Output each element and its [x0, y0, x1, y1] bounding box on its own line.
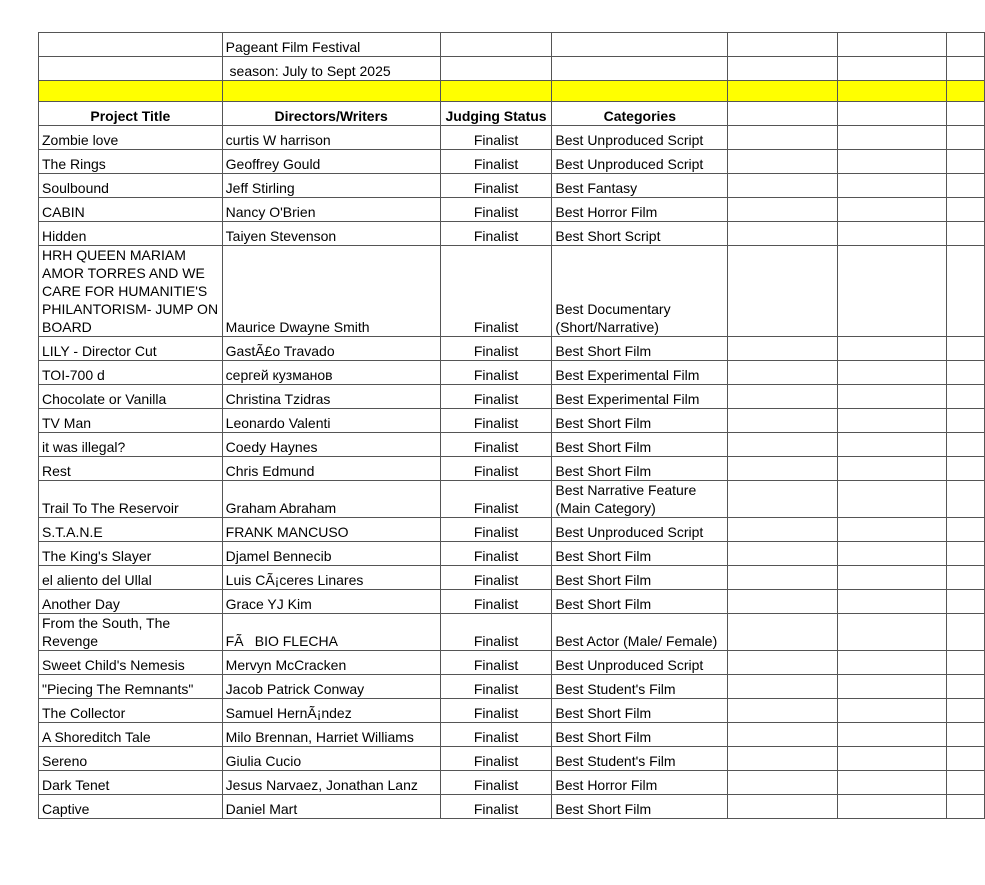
status-cell[interactable]: Finalist	[440, 614, 552, 651]
directors-cell[interactable]: Graham Abraham	[222, 481, 440, 518]
cell[interactable]	[39, 57, 223, 81]
cell[interactable]	[946, 675, 984, 699]
cell[interactable]	[946, 337, 984, 361]
table-row	[39, 747, 985, 771]
project-title-cell[interactable]: Chocolate or Vanilla	[39, 385, 223, 409]
status-cell[interactable]: Finalist	[440, 795, 552, 819]
cell[interactable]	[946, 361, 984, 385]
category-cell[interactable]: Best Short Film	[552, 723, 728, 747]
table-row	[39, 361, 985, 385]
cell[interactable]	[728, 699, 837, 723]
project-title-cell[interactable]: "Piecing The Remnants"	[39, 675, 223, 699]
cell[interactable]	[728, 57, 837, 81]
cell[interactable]	[837, 337, 946, 361]
cell[interactable]	[728, 675, 837, 699]
cell[interactable]	[946, 126, 984, 150]
status-cell[interactable]: Finalist	[440, 651, 552, 675]
directors-cell[interactable]: Giulia Cucio	[222, 747, 440, 771]
table-row	[39, 795, 985, 819]
category-cell[interactable]: Best Short Film	[552, 699, 728, 723]
cell[interactable]	[946, 566, 984, 590]
cell[interactable]	[728, 102, 837, 126]
cell[interactable]	[837, 433, 946, 457]
table-row	[39, 433, 985, 457]
status-cell[interactable]: Finalist	[440, 385, 552, 409]
project-title-cell[interactable]: Trail To The Reservoir	[39, 481, 223, 518]
directors-cell[interactable]: Coedy Haynes	[222, 433, 440, 457]
cell[interactable]	[728, 614, 837, 651]
table-row	[39, 481, 985, 518]
table-row	[39, 457, 985, 481]
cell[interactable]	[837, 81, 946, 102]
cell[interactable]	[440, 81, 552, 102]
directors-cell[interactable]: Grace YJ Kim	[222, 590, 440, 614]
cell[interactable]	[728, 747, 837, 771]
cell[interactable]	[946, 433, 984, 457]
status-cell[interactable]: Finalist	[440, 222, 552, 246]
cell[interactable]	[946, 771, 984, 795]
cell[interactable]	[440, 33, 552, 57]
directors-cell[interactable]: FÃBIO FLECHA	[222, 614, 440, 651]
cell[interactable]	[946, 542, 984, 566]
cell[interactable]	[946, 614, 984, 651]
cell[interactable]	[946, 723, 984, 747]
status-cell[interactable]: Finalist	[440, 481, 552, 518]
cell[interactable]	[837, 150, 946, 174]
directors-cell[interactable]: Taiyen Stevenson	[222, 222, 440, 246]
cell[interactable]	[837, 222, 946, 246]
table-row	[39, 566, 985, 590]
category-cell[interactable]: Best Short Film	[552, 590, 728, 614]
table-row	[39, 150, 985, 174]
project-title-cell[interactable]: Hidden	[39, 222, 223, 246]
cell[interactable]	[728, 222, 837, 246]
cell[interactable]	[728, 590, 837, 614]
project-title-cell[interactable]: The Rings	[39, 150, 223, 174]
status-cell[interactable]: Finalist	[440, 675, 552, 699]
highlight-row	[39, 81, 985, 102]
status-cell[interactable]: Finalist	[440, 590, 552, 614]
status-cell[interactable]: Finalist	[440, 337, 552, 361]
status-cell[interactable]: Finalist	[440, 361, 552, 385]
cell[interactable]	[946, 409, 984, 433]
table-row	[39, 542, 985, 566]
directors-cell[interactable]: Christina Tzidras	[222, 385, 440, 409]
cell[interactable]	[946, 150, 984, 174]
cell[interactable]	[552, 33, 728, 57]
status-cell[interactable]: Finalist	[440, 246, 552, 337]
cell[interactable]	[837, 361, 946, 385]
cell[interactable]	[946, 518, 984, 542]
project-title-cell[interactable]: it was illegal?	[39, 433, 223, 457]
title-row	[39, 33, 985, 57]
project-title-cell[interactable]: LILY - Director Cut	[39, 337, 223, 361]
project-title-cell[interactable]: The King's Slayer	[39, 542, 223, 566]
cell[interactable]	[837, 795, 946, 819]
directors-cell[interactable]: Jeff Stirling	[222, 174, 440, 198]
status-cell[interactable]: Finalist	[440, 126, 552, 150]
status-cell[interactable]: Finalist	[440, 542, 552, 566]
header-project-title[interactable]: Project Title	[39, 102, 223, 126]
status-cell[interactable]: Finalist	[440, 518, 552, 542]
cell[interactable]	[39, 81, 223, 102]
cell[interactable]	[552, 81, 728, 102]
project-title-cell[interactable]: Soulbound	[39, 174, 223, 198]
table-row	[39, 385, 985, 409]
cell[interactable]	[728, 457, 837, 481]
category-cell[interactable]: Best Horror Film	[552, 771, 728, 795]
festival-season[interactable]: season: July to Sept 2025	[222, 57, 440, 81]
project-title-cell[interactable]: Another Day	[39, 590, 223, 614]
project-title-cell[interactable]: Sereno	[39, 747, 223, 771]
cell[interactable]	[837, 699, 946, 723]
status-cell[interactable]: Finalist	[440, 723, 552, 747]
directors-cell[interactable]: GastÃ£o Travado	[222, 337, 440, 361]
cell[interactable]	[728, 481, 837, 518]
cell[interactable]	[837, 198, 946, 222]
header-categories[interactable]: Categories	[552, 102, 728, 126]
cell[interactable]	[728, 81, 837, 102]
table-row	[39, 222, 985, 246]
cell[interactable]	[728, 542, 837, 566]
header-directors-writers[interactable]: Directors/Writers	[222, 102, 440, 126]
cell[interactable]	[728, 337, 837, 361]
category-cell[interactable]: Best Student's Film	[552, 747, 728, 771]
header-row	[39, 102, 985, 126]
category-cell[interactable]: Best Unproduced Script	[552, 150, 728, 174]
cell[interactable]	[728, 795, 837, 819]
cell[interactable]	[837, 723, 946, 747]
table-row	[39, 126, 985, 150]
status-cell[interactable]: Finalist	[440, 566, 552, 590]
directors-cell[interactable]: Mervyn McCracken	[222, 651, 440, 675]
directors-cell[interactable]: Nancy O'Brien	[222, 198, 440, 222]
cell[interactable]	[728, 174, 837, 198]
directors-cell[interactable]: сергей кузманов	[222, 361, 440, 385]
category-cell[interactable]: Best Short Film	[552, 566, 728, 590]
cell[interactable]	[728, 771, 837, 795]
category-cell[interactable]: Best Short Script	[552, 222, 728, 246]
cell[interactable]	[837, 747, 946, 771]
directors-cell[interactable]: FRANK MANCUSO	[222, 518, 440, 542]
table-row	[39, 198, 985, 222]
table-row	[39, 409, 985, 433]
cell[interactable]	[946, 385, 984, 409]
cell[interactable]	[946, 590, 984, 614]
table-row	[39, 590, 985, 614]
cell[interactable]	[728, 723, 837, 747]
category-cell[interactable]: Best Short Film	[552, 457, 728, 481]
cell[interactable]	[946, 198, 984, 222]
cell[interactable]	[837, 102, 946, 126]
category-cell[interactable]: Best Short Film	[552, 542, 728, 566]
category-cell[interactable]: Best Unproduced Script	[552, 651, 728, 675]
cell[interactable]	[837, 126, 946, 150]
category-cell[interactable]: Best Unproduced Script	[552, 518, 728, 542]
cell[interactable]	[222, 81, 440, 102]
category-cell[interactable]: Best Narrative Feature (Main Category)	[552, 481, 728, 518]
cell[interactable]	[440, 57, 552, 81]
table-row	[39, 518, 985, 542]
cell[interactable]	[552, 57, 728, 81]
project-title-cell[interactable]: A Shoreditch Tale	[39, 723, 223, 747]
status-cell[interactable]: Finalist	[440, 174, 552, 198]
cell[interactable]	[837, 614, 946, 651]
project-title-cell[interactable]: Rest	[39, 457, 223, 481]
status-cell[interactable]: Finalist	[440, 771, 552, 795]
cell[interactable]	[837, 246, 946, 337]
cell[interactable]	[946, 222, 984, 246]
cell[interactable]	[728, 385, 837, 409]
cell[interactable]	[39, 33, 223, 57]
status-cell[interactable]: Finalist	[440, 699, 552, 723]
cell[interactable]	[728, 361, 837, 385]
cell[interactable]	[946, 457, 984, 481]
category-cell[interactable]: Best Documentary (Short/Narrative)	[552, 246, 728, 337]
category-cell[interactable]: Best Short Film	[552, 433, 728, 457]
project-title-cell[interactable]: TOI-700 d	[39, 361, 223, 385]
category-cell[interactable]: Best Short Film	[552, 337, 728, 361]
cell[interactable]	[946, 246, 984, 337]
cell[interactable]	[837, 566, 946, 590]
cell[interactable]	[946, 481, 984, 518]
cell[interactable]	[946, 795, 984, 819]
category-cell[interactable]: Best Unproduced Script	[552, 126, 728, 150]
season-row	[39, 57, 985, 81]
cell[interactable]	[837, 675, 946, 699]
cell[interactable]	[728, 126, 837, 150]
cell[interactable]	[728, 433, 837, 457]
cell[interactable]	[728, 409, 837, 433]
table-row	[39, 614, 985, 651]
cell[interactable]	[728, 150, 837, 174]
directors-cell[interactable]: curtis W harrison	[222, 126, 440, 150]
cell[interactable]	[946, 651, 984, 675]
cell[interactable]	[728, 518, 837, 542]
directors-cell[interactable]: Jacob Patrick Conway	[222, 675, 440, 699]
cell[interactable]	[728, 246, 837, 337]
cell[interactable]	[837, 409, 946, 433]
directors-cell[interactable]: Samuel HernÃ¡ndez	[222, 699, 440, 723]
table-row	[39, 174, 985, 198]
table-row	[39, 699, 985, 723]
cell[interactable]	[946, 699, 984, 723]
project-title-cell[interactable]: HRH QUEEN MARIAM AMOR TORRES AND WE CARE FOR HUMANITIE'S PHILANTORISM- JUMP ON BOARD	[39, 246, 223, 337]
cell[interactable]	[728, 33, 837, 57]
category-cell[interactable]: Best Student's Film	[552, 675, 728, 699]
category-cell[interactable]: Best Short Film	[552, 409, 728, 433]
cell[interactable]	[728, 198, 837, 222]
cell[interactable]	[946, 102, 984, 126]
category-cell[interactable]: Best Horror Film	[552, 198, 728, 222]
project-title-cell[interactable]: CABIN	[39, 198, 223, 222]
table-row	[39, 651, 985, 675]
category-cell[interactable]: Best Experimental Film	[552, 361, 728, 385]
directors-cell[interactable]: Djamel Bennecib	[222, 542, 440, 566]
category-cell[interactable]: Best Actor (Male/ Female)	[552, 614, 728, 651]
cell[interactable]	[946, 33, 984, 57]
directors-cell[interactable]: Milo Brennan, Harriet Williams	[222, 723, 440, 747]
table-row	[39, 771, 985, 795]
table-row	[39, 723, 985, 747]
cell[interactable]	[837, 174, 946, 198]
project-title-cell[interactable]: Zombie love	[39, 126, 223, 150]
directors-cell[interactable]: Jesus Narvaez, Jonathan Lanz	[222, 771, 440, 795]
directors-cell[interactable]: Chris Edmund	[222, 457, 440, 481]
project-title-cell[interactable]: S.T.A.N.E	[39, 518, 223, 542]
status-cell[interactable]: Finalist	[440, 198, 552, 222]
cell[interactable]	[837, 651, 946, 675]
project-title-cell[interactable]: Sweet Child's Nemesis	[39, 651, 223, 675]
cell[interactable]	[837, 33, 946, 57]
cell[interactable]	[728, 651, 837, 675]
cell[interactable]	[837, 590, 946, 614]
project-title-cell[interactable]: TV Man	[39, 409, 223, 433]
status-cell[interactable]: Finalist	[440, 457, 552, 481]
cell[interactable]	[946, 174, 984, 198]
directors-cell[interactable]: Luis CÃ¡ceres Linares	[222, 566, 440, 590]
cell[interactable]	[837, 542, 946, 566]
cell[interactable]	[837, 518, 946, 542]
status-cell[interactable]: Finalist	[440, 433, 552, 457]
directors-cell[interactable]: Leonardo Valenti	[222, 409, 440, 433]
header-judging-status[interactable]: Judging Status	[440, 102, 552, 126]
cell[interactable]	[946, 81, 984, 102]
festival-name[interactable]: Pageant Film Festival	[222, 33, 440, 57]
project-title-cell[interactable]: Captive	[39, 795, 223, 819]
cell[interactable]	[837, 771, 946, 795]
status-cell[interactable]: Finalist	[440, 150, 552, 174]
directors-cell[interactable]: Daniel Mart	[222, 795, 440, 819]
project-title-cell[interactable]: The Collector	[39, 699, 223, 723]
category-cell[interactable]: Best Fantasy	[552, 174, 728, 198]
project-title-cell[interactable]: el aliento del Ullal	[39, 566, 223, 590]
category-cell[interactable]: Best Short Film	[552, 795, 728, 819]
status-cell[interactable]: Finalist	[440, 747, 552, 771]
cell[interactable]	[837, 57, 946, 81]
cell[interactable]	[837, 457, 946, 481]
cell[interactable]	[728, 566, 837, 590]
project-title-cell[interactable]: Dark Tenet	[39, 771, 223, 795]
directors-cell[interactable]: Geoffrey Gould	[222, 150, 440, 174]
table-row	[39, 337, 985, 361]
status-cell[interactable]: Finalist	[440, 409, 552, 433]
spreadsheet-table	[38, 32, 985, 819]
cell[interactable]	[946, 747, 984, 771]
cell[interactable]	[837, 481, 946, 518]
project-title-cell[interactable]: From the South, The Revenge	[39, 614, 223, 651]
table-row	[39, 246, 985, 337]
directors-cell[interactable]: Maurice Dwayne Smith	[222, 246, 440, 337]
cell[interactable]	[837, 385, 946, 409]
cell[interactable]	[946, 57, 984, 81]
table-row	[39, 675, 985, 699]
category-cell[interactable]: Best Experimental Film	[552, 385, 728, 409]
